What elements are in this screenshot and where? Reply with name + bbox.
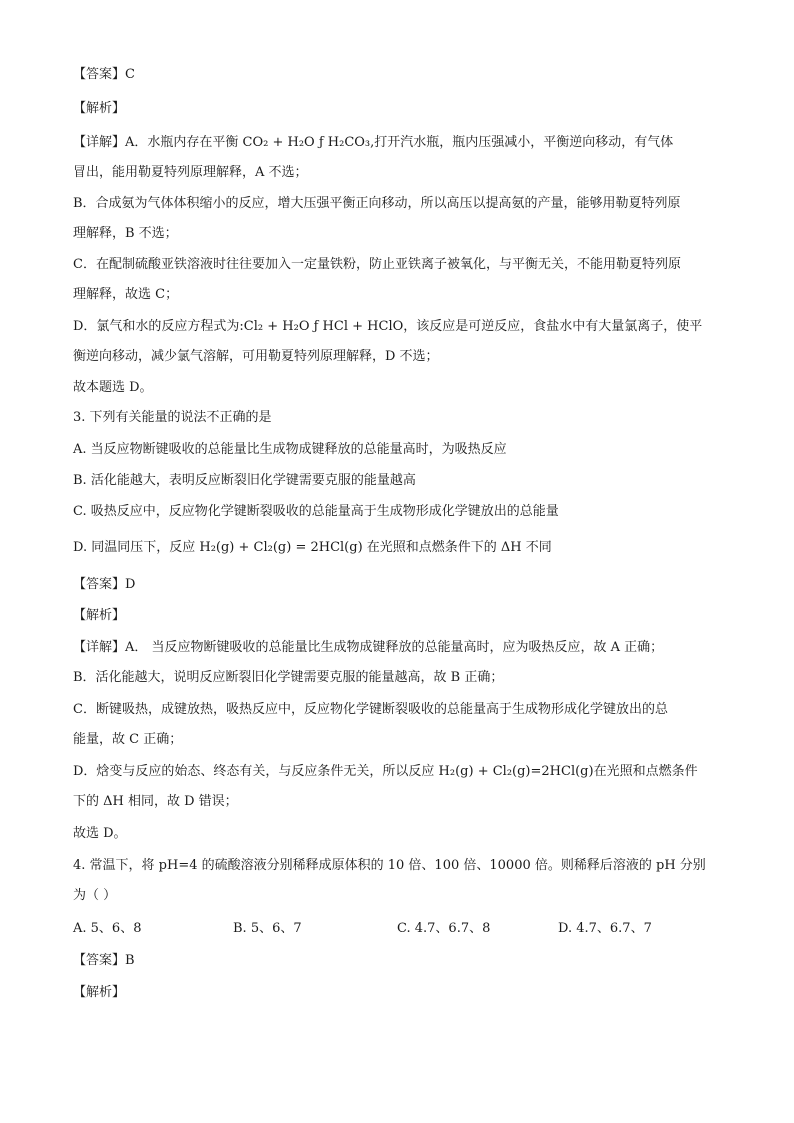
detail-line: 冒出，能用勒夏特列原理解释，A 不选；: [73, 165, 308, 180]
option-c-q4: C. 4.7、6.7、8: [397, 921, 491, 936]
detail-line: 理解释，故选 C；: [73, 287, 179, 302]
detail-line: 理解释，B 不选；: [73, 226, 178, 241]
analysis-label-q4: 【解析】: [73, 985, 126, 1000]
option-a-q4: A. 5、6、8: [73, 921, 142, 936]
detail-line: D．氯气和水的反应方程式为:Cl₂ + H₂O ƒ HCl + HClO，该反应是可逆反应，食盐水中有大量氯离子，使平: [73, 319, 703, 334]
detail-line: B．合成氨为气体体积缩小的反应，增大压强平衡正向移动，所以高压以提高氨的产量，能够用勒夏特列原: [73, 196, 681, 211]
analysis-label-q3: 【解析】: [73, 608, 126, 623]
option-b-q4: B. 5、6、7: [233, 921, 302, 936]
question-stem-q3: 3. 下列有关能量的说法不正确的是: [73, 410, 272, 425]
detail-line: D．焓变与反应的始态、终态有关，与反应条件无关，所以反应 H₂(g) + Cl₂(g)=2HCl(g)在光照和点燃条件: [73, 764, 698, 779]
option-d-q3: D. 同温同压下，反应 H₂(g) + Cl₂(g) = 2HCl(g) 在光照和点燃条件下的 ΔH 不同: [73, 540, 552, 555]
question-stem-q4: 4. 常温下，将 pH=4 的硫酸溶液分别稀释成原体积的 10 倍、100 倍、10000 倍。则稀释后溶液的 pH 分别: [73, 858, 706, 873]
option-c-q3: C. 吸热反应中，反应物化学键断裂吸收的总能量高于生成物形成化学键放出的总能量: [73, 504, 559, 519]
detail-line: 【详解】A． 当反应物断键吸收的总能量比生成物成键释放的总能量高时，应为吸热反应，故 A 正确；: [73, 640, 664, 655]
detail-line: 【详解】A．水瓶内存在平衡 CO₂ + H₂O ƒ H₂CO₃,打开汽水瓶，瓶内压强减小，平衡逆向移动，有气体: [73, 135, 674, 150]
option-b-q3: B. 活化能越大，表明反应断裂旧化学键需要克服的能量越高: [73, 473, 416, 488]
detail-line: B．活化能越大，说明反应断裂旧化学键需要克服的能量越高，故 B 正确；: [73, 670, 504, 685]
detail-line: 能量，故 C 正确；: [73, 732, 183, 747]
answer-label-q2: 【答案】C: [73, 67, 135, 82]
detail-line: C．在配制硫酸亚铁溶液时往往要加入一定量铁粉，防止亚铁离子被氧化，与平衡无关，不能用勒夏特列原: [73, 257, 681, 272]
analysis-label-q2: 【解析】: [73, 101, 126, 116]
detail-line: 衡逆向移动，减少氯气溶解，可用勒夏特列原理解释，D 不选；: [73, 349, 439, 364]
detail-line: 下的 ΔH 相同，故 D 错误；: [73, 794, 238, 809]
question-stem-q4: 为（ ）: [73, 888, 117, 903]
conclusion-line: 故本题选 D。: [73, 380, 153, 395]
conclusion-line: 故选 D。: [73, 826, 127, 841]
answer-label-q3: 【答案】D: [73, 577, 136, 592]
option-a-q3: A. 当反应物断键吸收的总能量比生成物成键释放的总能量高时，为吸热反应: [73, 442, 507, 457]
option-d-q4: D. 4.7、6.7、7: [558, 921, 652, 936]
answer-label-q4: 【答案】B: [73, 953, 135, 968]
detail-line: C．断键吸热，成键放热，吸热反应中，反应物化学键断裂吸收的总能量高于生成物形成化学键放出的总: [73, 702, 668, 717]
